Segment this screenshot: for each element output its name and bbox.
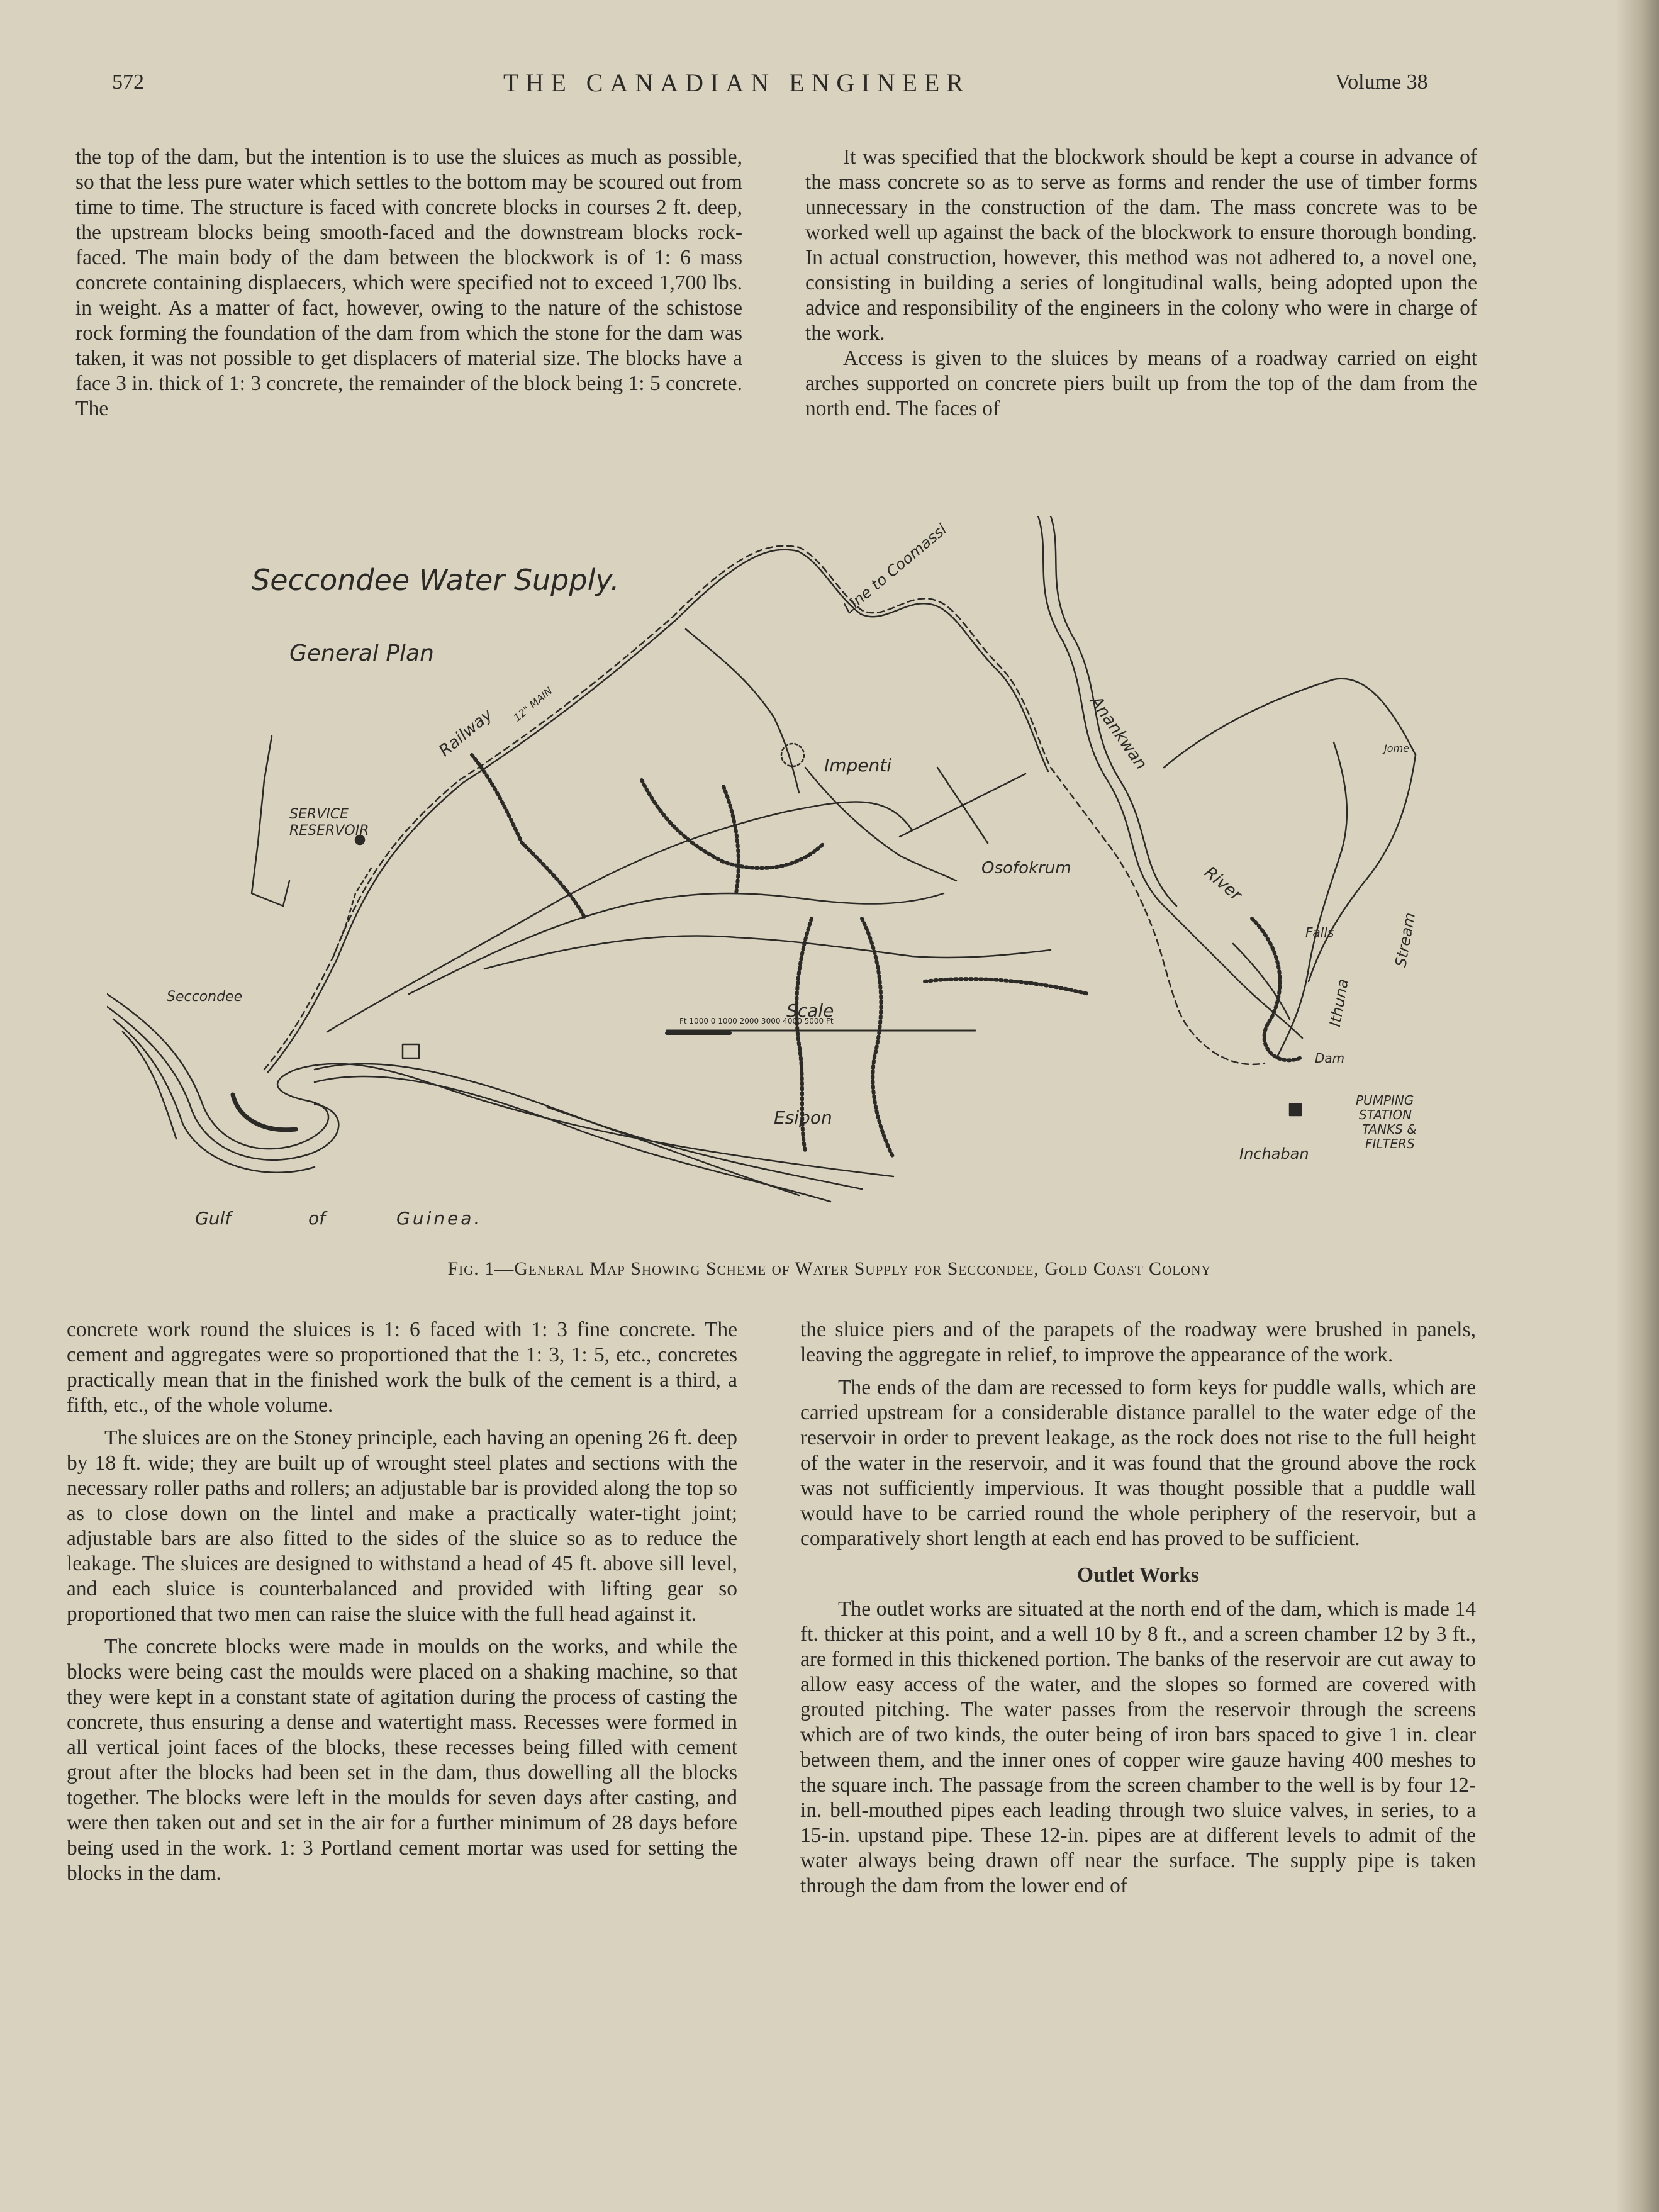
ithuna-label: Ithuna bbox=[1326, 977, 1352, 1029]
falls-label: Falls bbox=[1305, 925, 1334, 940]
pumping-station-label-2: STATION bbox=[1359, 1107, 1412, 1122]
gulf-label: Gulf bbox=[195, 1208, 232, 1229]
paragraph: concrete work round the sluices is 1: 6 faced with 1: 3 fine concrete. The cement and aggregates were so proportioned that the 1: 3, 1: 5, etc., concretes practically mean that in the finished work the bulk of the cement is a third, a fifth, etc., of the whole volume. bbox=[67, 1318, 737, 1417]
river bbox=[1164, 679, 1416, 768]
map-figure bbox=[107, 516, 1491, 1239]
station-building bbox=[403, 1044, 419, 1058]
pumping-station-label-3: TANKS & bbox=[1362, 1122, 1417, 1137]
scale-label: Scale bbox=[786, 1000, 834, 1021]
coomassie-line-label: Line to Coomassi bbox=[840, 520, 951, 617]
river-label: River bbox=[1200, 863, 1246, 905]
jome-label: Jome bbox=[1384, 742, 1409, 754]
road bbox=[484, 936, 1051, 969]
scale-ticks: Ft 1000 0 1000 2000 3000 4000 5000 Ft bbox=[679, 1017, 834, 1025]
paragraph: The outlet works are situated at the north end of the dam, which is made 14 ft. thicker at this point, and a well 10 by 8 ft., and a screen chamber 12 by 3 ft., are formed in this thickened portion. The banks of the reservoir are cut away to allow easy access of the water, and the slopes so formed are covered with grouted pitching. The water passes from the reservoir through the screens which are of two kinds, the outer being of iron bars spaced to give 1 in. clear between them, and the inner ones of copper wire gauze having 400 meshes to the square inch. The passage from the screen chamber to the well is by four 12-in. bell-mouthed pipes each leading through two sluice valves, in series, to a 15-in. upstand pipe. These 12-in. pipes are at different levels to admit of the water always being drawn off near the surface. The supply pipe is taken through the dam from the lower end of bbox=[800, 1597, 1476, 1897]
service-reservoir-label-2: RESERVOIR bbox=[289, 823, 369, 839]
service-reservoir-label: SERVICE bbox=[289, 807, 349, 822]
road bbox=[409, 893, 944, 994]
hill-contour bbox=[472, 755, 585, 919]
paragraph: The sluices are on the Stoney principle, each having an opening 26 ft. deep by 18 ft. wide; they are built up of wrought steel plates and sections with the necessary roller paths and rollers; an adjustable bar is provided along the top so as to close down on the lintel and make a practically water-tight joint; adjustable bars are also fitted to the sides of the sluice so as to reduce the leakage. The sluices are designed to withstand a head of 45 ft. above sill level, and each sluice is counterbalanced and provided with lifting gear so proportioned that two men can raise the sluice with the full head against it. bbox=[67, 1426, 737, 1626]
paragraph: the sluice piers and of the parapets of the roadway were brushed in panels, leaving the aggregate in relief, to improve the appearance of the work. bbox=[800, 1318, 1476, 1366]
impenti-town bbox=[781, 744, 804, 766]
gulf-label-guinea: Guinea. bbox=[396, 1208, 483, 1229]
road bbox=[805, 768, 956, 881]
running-header bbox=[0, 70, 1659, 108]
paragraph: The ends of the dam are recessed to form keys for puddle walls, which are carried upstream for a considerable distance parallel to the water edge of the reservoir in order to prevent leakage, as the rock does not rise to the full height of the water in the reservoir, and it was found that the ground above the rock was not sufficiently impervious. It was thought possible that a puddle wall would have to be carried round the whole periphery of the reservoir, but a comparatively short length at each end has proved to be sufficient. bbox=[800, 1376, 1476, 1550]
esipon-label: Esipon bbox=[774, 1107, 832, 1128]
page-number: 572 bbox=[112, 70, 144, 94]
section-heading: Outlet Works bbox=[1077, 1563, 1199, 1587]
north-arrow bbox=[937, 768, 988, 843]
column-top-right bbox=[805, 145, 1477, 422]
impenti-label: Impenti bbox=[824, 755, 892, 776]
hill-contour bbox=[642, 780, 824, 868]
gulf-label-of: of bbox=[308, 1208, 325, 1229]
figure-caption: Fig. 1—General Map Showing Scheme of Water Supply for Seccondee, Gold Coast Colony bbox=[447, 1258, 1212, 1279]
pumping-station-label: PUMPING bbox=[1356, 1093, 1414, 1108]
journal-title: THE CANADIAN ENGINEER bbox=[503, 69, 971, 97]
hill-contour bbox=[925, 979, 1088, 994]
river bbox=[1038, 516, 1302, 1038]
coastline bbox=[233, 1095, 296, 1130]
map-subtitle: General Plan bbox=[289, 640, 434, 666]
column-bottom-right bbox=[800, 1317, 1476, 1899]
volume-label: Volume 38 bbox=[1335, 70, 1428, 94]
stream-label: Stream bbox=[1392, 911, 1419, 969]
coastline bbox=[547, 1107, 799, 1195]
paragraph: Access is given to the sluices by means of a roadway carried on eight arches supported on concrete piers built up from the top of the dam from the north end. The faces of bbox=[805, 347, 1477, 420]
main-label: 12" MAIN bbox=[511, 684, 555, 724]
railway-label: Railway bbox=[435, 705, 496, 761]
coastline bbox=[123, 1032, 176, 1139]
pumping-station-label-4: FILTERS bbox=[1365, 1136, 1415, 1151]
inchaban-label: Inchaban bbox=[1239, 1145, 1309, 1163]
road bbox=[686, 629, 799, 793]
page-spine-shadow bbox=[1615, 0, 1659, 2212]
paragraph: It was specified that the blockwork should be kept a course in advance of the mass concrete so as to serve as forms and render the use of timber forms unnecessary in the construction of the dam. The mass concrete was to be worked well up against the back of the blockwork to ensure thorough bonding. In actual construction, however, this method was not adhered to, a novel one, consisting in building a series of longitudinal walls, being adopted upon the advice and responsibility of the engineers in the colony who were in charge of the work. bbox=[805, 145, 1477, 345]
map-title: Seccondee Water Supply. bbox=[252, 563, 620, 597]
dam-label: Dam bbox=[1315, 1051, 1345, 1066]
main-pipe bbox=[333, 868, 371, 956]
hill-contour bbox=[1252, 919, 1302, 1060]
paragraph: The concrete blocks were made in moulds on the works, and while the blocks were being cast the moulds were placed on a shaking machine, so that they were kept in a constant state of agitation during the process of casting the concrete, thus ensuring a dense and watertight mass. Recesses were formed in all vertical joint faces of the blocks, these recesses being filled with cement grout after the blocks had been set in the dam, thus dowelling all the blocks together. The blocks were left in the moulds for seven days after casting, and were then taken out and set in the air for a further minimum of 28 days before being used in the work. 1: 3 Portland cement mortar was used for setting the blocks in the dam. bbox=[67, 1635, 737, 1885]
osofokrum-label: Osofokrum bbox=[981, 859, 1071, 878]
road bbox=[252, 736, 289, 906]
ankwan-river-label: Anankwan bbox=[1086, 692, 1151, 774]
railway-line bbox=[268, 550, 1048, 1072]
column-bottom-left bbox=[67, 1317, 737, 1886]
coastline bbox=[315, 1076, 830, 1202]
map-drawing bbox=[107, 516, 1491, 1239]
paragraph: the top of the dam, but the intention is to use the sluices as much as possible, so that the less pure water which settles to the bottom may be scoured out from time to time. The structure is faced with concrete blocks in courses 2 ft. deep, the upstream blocks being smooth-faced and the downstream blocks rock-faced. The main body of the dam between the blockwork is of 1: 6 mass concrete containing displaecers, which were specified not to exceed 1,700 lbs. in weight. As a matter of fact, however, owing to the nature of the schistose rock forming the foundation of the dam from which the stone for the dam was taken, it was not possible to get displacers of material size. The blocks have a face 3 in. thick of 1: 3 concrete, the remainder of the block being 1: 5 concrete. The bbox=[75, 145, 742, 420]
seccondee-label: Seccondee bbox=[167, 989, 243, 1005]
hill-contour bbox=[723, 786, 739, 893]
pumping-station bbox=[1290, 1104, 1301, 1115]
coastline bbox=[107, 1007, 338, 1160]
hill-contour bbox=[862, 919, 893, 1158]
column-top-left bbox=[75, 145, 742, 422]
road bbox=[327, 802, 912, 1032]
